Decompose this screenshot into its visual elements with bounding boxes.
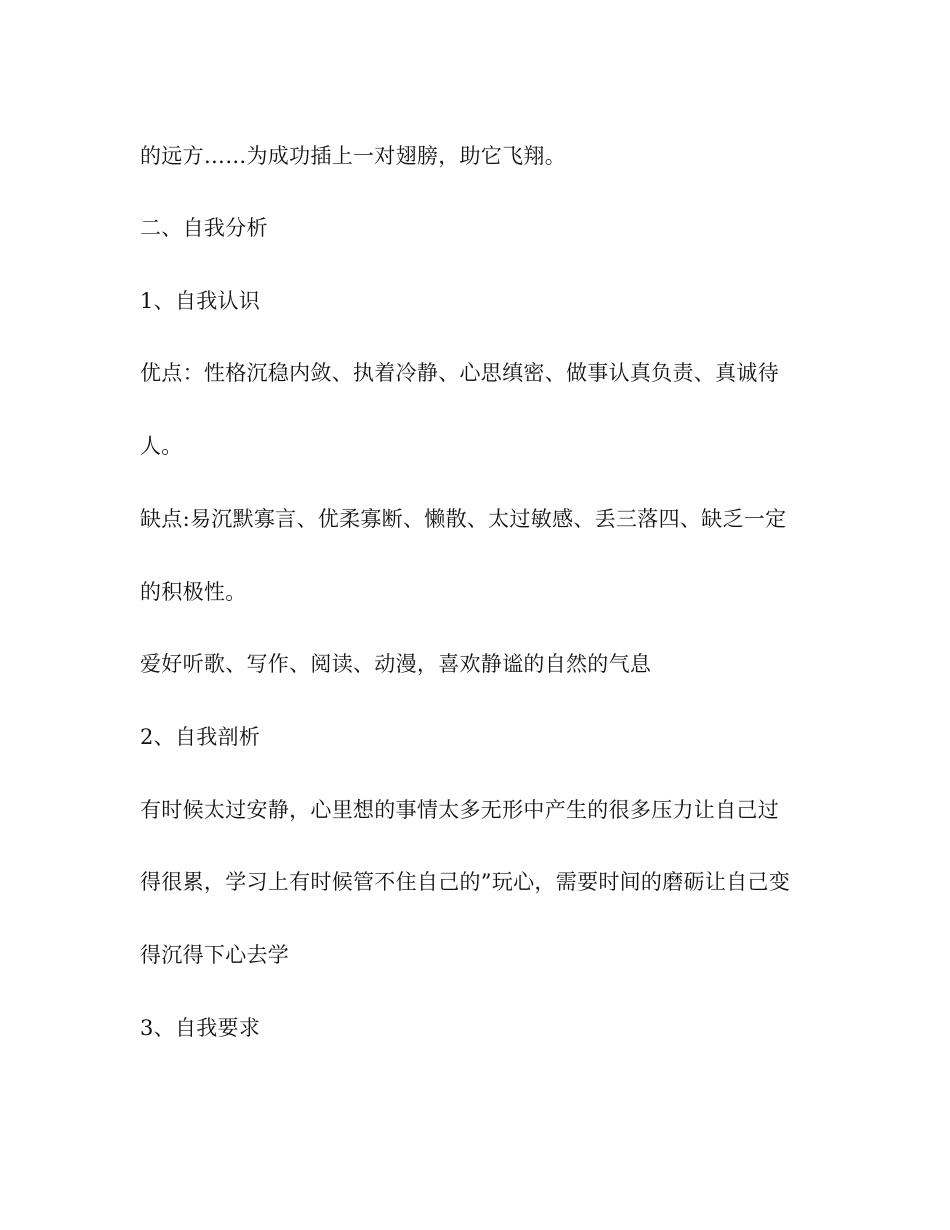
paragraph-line: 人。 xyxy=(140,434,183,458)
paragraph-line: 的远方……为成功插上一对翅膀，助它飞翔。 xyxy=(140,144,566,168)
paragraph-line: 爱好听歌、写作、阅读、动漫，喜欢静谧的自然的气息 xyxy=(140,652,652,676)
paragraph-line: 的积极性。 xyxy=(140,580,247,604)
subsection-heading: 2、自我剖析 xyxy=(140,725,261,749)
paragraph-line: 得很累，学习上有时候管不住自己的”玩心，需要时间的磨砺让自己变 xyxy=(140,870,791,894)
subsection-heading: 3、自我要求 xyxy=(140,1016,261,1040)
section-heading: 二、自我分析 xyxy=(140,216,268,240)
paragraph-line: 优点：性格沉稳内敛、执着冷静、心思缜密、做事认真负责、真诚待 xyxy=(140,361,779,385)
subsection-heading: 1、自我认识 xyxy=(140,289,261,313)
paragraph-line: 缺点:易沉默寡言、优柔寡断、懒散、太过敏感、丢三落四、缺乏一定 xyxy=(140,507,787,531)
paragraph-line: 得沉得下心去学 xyxy=(140,943,290,967)
paragraph-line: 有时候太过安静，心里想的事情太多无形中产生的很多压力让自己过 xyxy=(140,798,779,822)
